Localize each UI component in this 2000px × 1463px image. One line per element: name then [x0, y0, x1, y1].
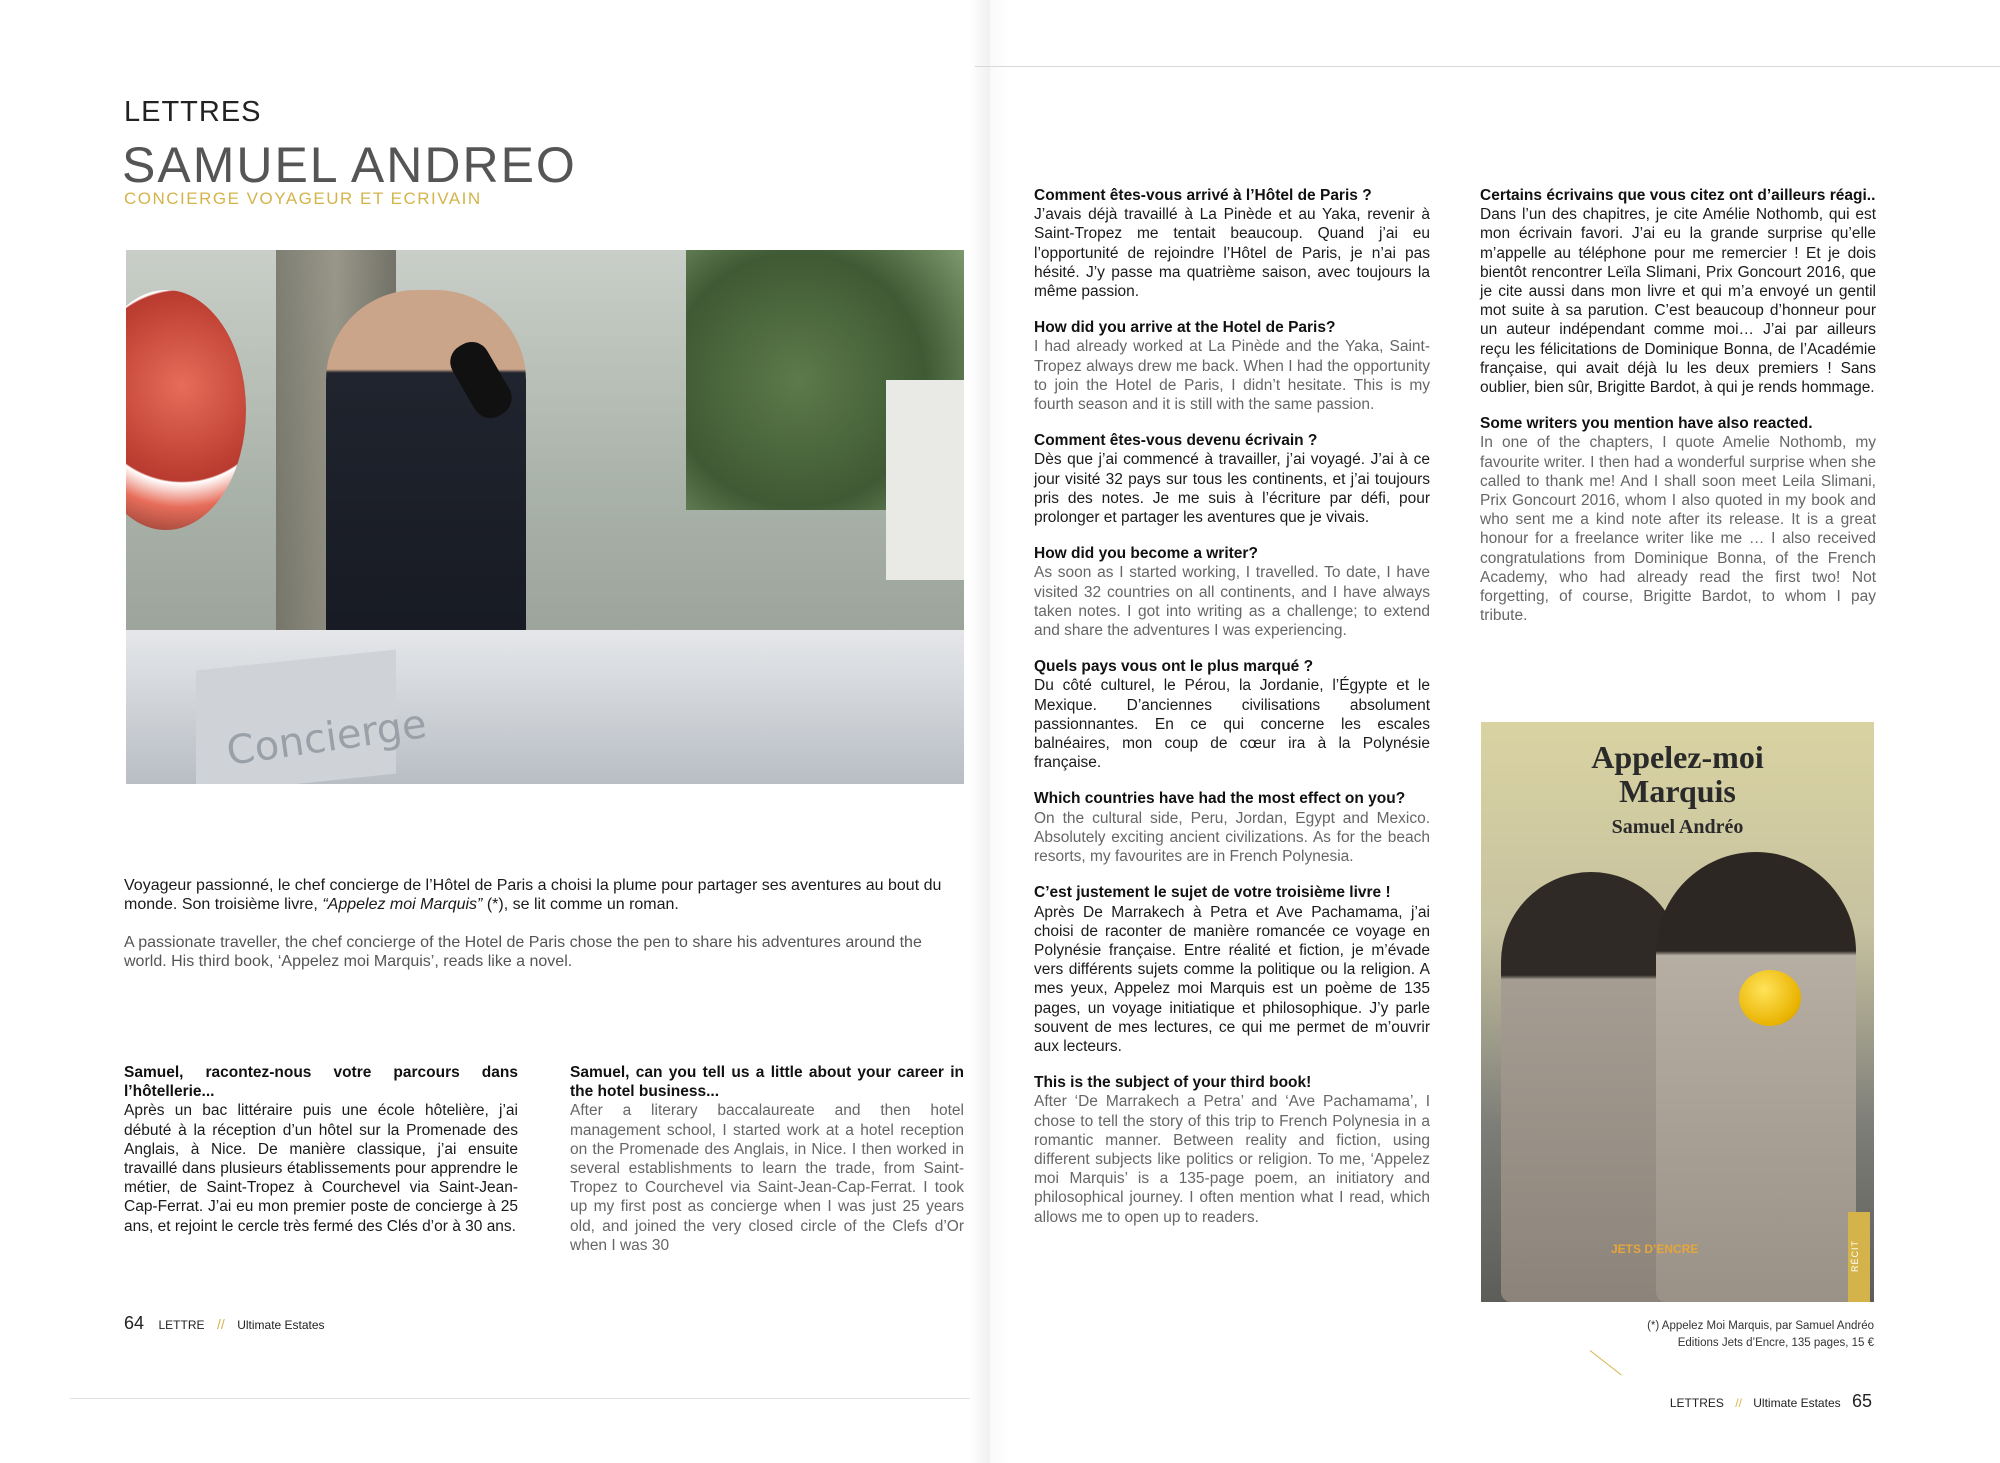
question: Some writers you mention have also reacted. [1480, 415, 1813, 433]
answer: After ‘De Marrakech a Petra’ and ‘Ave Pachamama’, I chose to tell the story of this trip to French Polynesia in a romantic manner. Between reality and fiction, using different subjects like politics or religion. To me, ‘Appelez moi Marquis’ is a 135-page poem, an initiatory and philosophical journey. I often mention what I read, which allows me to open up to readers. [1034, 1093, 1430, 1226]
answer: Après un bac littéraire puis une école hôtelière, j’ai débuté à la réception d’un hôtel sur la Promenade des Anglais, à Nice. De manière classique, j’ai ensuite travaillé dans plusieurs établissements pour apprendre le métier, de Saint-Tropez à Courchevel via Saint-Jean-Cap-Ferrat. J’ai eu mon premier poste de concierge à 25 ans, et rejoint le cercle très fermé des Clés d’or à 30 ans. [124, 1102, 518, 1235]
book-title-line: Marquis [1619, 773, 1736, 809]
gutter [970, 0, 1010, 1463]
answer: As soon as I started working, I travelled. To date, I have visited 32 countries on all continents, and I have always taken notes. I got into writing as a challenge; to extend and share the adventures I was experiencing. [1034, 564, 1430, 640]
folio-section: LETTRE [158, 1318, 205, 1332]
book-cover [1481, 722, 1874, 1302]
question: Which countries have had the most effect on you? [1034, 790, 1406, 808]
folio-left [124, 1313, 325, 1334]
question: Comment êtes-vous devenu écrivain ? [1034, 432, 1318, 450]
page-title: SAMUEL ANDREO [122, 137, 577, 193]
concierge-photo [126, 250, 964, 784]
column-left-english [570, 1063, 964, 1255]
book-title-line: Appelez-moi [1591, 739, 1764, 775]
lede-fr-before: Voyageur passionné, le chef concierge de l’Hôtel de Paris a choisi la plume pour partager ses aventures au bout du monde. Son troisième livre, [124, 877, 942, 913]
question: Quels pays vous ont le plus marqué ? [1034, 658, 1314, 676]
publisher-logo: JETS D’ENCRE [1611, 1242, 1699, 1256]
section-tag: LETTRES [124, 96, 262, 128]
book-author: Samuel Andréo [1611, 816, 1744, 838]
qa-block [1480, 186, 1876, 397]
vase [126, 290, 246, 530]
answer: Après De Marrakech à Petra et Ave Pachamama, j’ai choisi de raconter de manière romancée ce voyage en Polynésie française. Entre réalité et fiction, je m’évade vers différents sujets comme la politique ou la religion. A mes yeux, Appelez moi Marquis est un poème de 135 pages, un voyage initiatique et philosophique. J’y parle souvent de mes lectures, ce qui me permet de m’ouvrir aux lecteurs. [1034, 903, 1430, 1055]
folio-magazine: Ultimate Estates [1753, 1396, 1841, 1410]
page-number: 64 [124, 1313, 145, 1333]
folio-right [1670, 1391, 1872, 1412]
spine-label [1848, 1212, 1870, 1302]
book-caption [1620, 1318, 1874, 1352]
question: Certains écrivains que vous citez ont d’ailleurs réagi.. [1480, 187, 1876, 204]
question: Samuel, racontez-nous votre parcours dans l’hôtellerie... [124, 1064, 518, 1101]
qa-block [1034, 186, 1430, 301]
caption-line: Editions Jets d’Encre, 135 pages, 15 € [1677, 1337, 1874, 1349]
qa-block [1034, 544, 1430, 640]
caption-line: (*) Appelez Moi Marquis, par Samuel Andréo [1647, 1320, 1874, 1332]
concierge-figure [326, 290, 526, 650]
child-figure [1501, 872, 1681, 1302]
question: This is the subject of your third book! [1034, 1074, 1312, 1092]
folio-separator: // [1735, 1396, 1742, 1410]
answer: Du côté culturel, le Pérou, la Jordanie, l’Égypte et le Mexique. D’anciennes civilisations absolument passionnantes. En ce qui concerne les escales balnéaires, mon coup de cœur ira à la Polynésie française. [1034, 677, 1430, 772]
column-left-french [124, 1063, 518, 1236]
answer: I had already worked at La Pinède and the Yaka, Saint-Tropez always drew me back. When I had the opportunity to join the Hotel de Paris, I didn’t hesitate. This is my fourth season and it is still with the same passion. [1034, 338, 1430, 414]
page-subtitle: CONCIERGE VOYAGEUR ET ECRIVAIN [124, 189, 482, 208]
qa-block [1034, 789, 1430, 866]
fruit [1739, 970, 1801, 1026]
qa-block [1034, 431, 1430, 527]
bottom-rule [70, 1398, 970, 1399]
question: Comment êtes-vous arrivé à l’Hôtel de Paris ? [1034, 187, 1372, 204]
qa-block [1034, 657, 1430, 772]
column-right-1 [1034, 186, 1430, 1244]
qa-block [1480, 414, 1876, 625]
lede-fr-book: “Appelez moi Marquis” [322, 896, 483, 913]
answer: In one of the chapters, I quote Amelie Nothomb, my favourite writer. I then had a wonderful surprise when she called to thank me! And I shall soon meet Leila Slimani, Prix Goncourt 2016, whom I also quoted in my book and who sent me a kind note after its release. It is a great honour for a freelance writer like me … I also received congratulations from Dominique Bonna, of the French Academy, who had already read the first two! Not forgetting, of course, Brigitte Bardot, to whom I pay tribute. [1480, 434, 1876, 625]
question: Samuel, can you tell us a little about your career in the hotel business... [570, 1064, 964, 1101]
answer: J’avais déjà travaillé à La Pinède et au Yaka, revenir à Saint-Tropez me tentait beaucoup. Quand j’ai eu l’opportunité de rejoindre l’Hôtel de Paris, je n’ai pas hésité. J’y passe ma quatrième saison, avec toujours la même passion. [1034, 206, 1430, 301]
question: How did you arrive at the Hotel de Paris? [1034, 319, 1336, 337]
qa-block [1034, 1073, 1430, 1227]
spine-text: RÉCIT [1850, 1240, 1860, 1272]
building [886, 380, 964, 580]
folio-magazine: Ultimate Estates [237, 1318, 325, 1332]
question: How did you become a writer? [1034, 545, 1258, 563]
book-title [1481, 740, 1874, 808]
qa-block [1034, 883, 1430, 1056]
answer: On the cultural side, Peru, Jordan, Egypt and Mexico. Absolutely exciting ancient civilizations. As for the beach resorts, my favourites are in French Polynesia. [1034, 809, 1430, 866]
answer: Dès que j’ai commencé à travailler, j’ai voyagé. J’ai à ce jour visité 32 pays sur tous les continents, et j’ai toujours pris des notes. Je me suis à l’écriture par défi, pour prolonger et partager les aventures que je vivais. [1034, 451, 1430, 527]
child-figure [1656, 852, 1856, 1302]
lede-english: A passionate traveller, the chef concierge of the Hotel de Paris chose the pen to share his adventures around the world. His third book, ‘Appelez moi Marquis’, reads like a novel. [124, 934, 922, 970]
concierge-sign: Concierge [223, 701, 430, 775]
question: C’est justement le sujet de votre troisième livre ! [1034, 884, 1391, 902]
folio-separator: // [216, 1316, 225, 1332]
lede-french [124, 876, 966, 914]
answer: Dans l’un des chapitres, je cite Amélie Nothomb, qui est mon écrivain favori. J’ai eu la grande surprise qu’elle m’appelle au téléphone pour me remercier ! Et je dois bientôt rencontrer Leïla Slimani, Prix Goncourt 2016, que je cite aussi dans mon livre et qui m’a envoyé un gentil mot suite à sa parution. C’est beaucoup d’honneur pour un auteur indépendant comme moi… J’ai par ailleurs reçu les félicitations de Dominique Bonna, de l’Académie française, qui avait déjà lu les deux premiers ! Sans oublier, bien sûr, Brigitte Bardot, à qui je rends hommage. [1480, 206, 1876, 397]
qa-block [1034, 318, 1430, 414]
column-right-2 [1480, 186, 1876, 642]
page-number: 65 [1851, 1391, 1872, 1411]
folio-section: LETTRES [1669, 1396, 1724, 1410]
top-rule [975, 66, 2000, 67]
answer: After a literary baccalaureate and then hotel management school, I started work at a hotel reception on the Promenade des Anglais, in Nice. I then worked in several establishments to learn the trade, from Saint-Tropez to Courchevel via Saint-Jean-Cap-Ferrat. I took up my first post as concierge when I was just 25 years old, and joined the very closed circle of the Clefs d’Or when I was 30 [570, 1102, 964, 1254]
lede-fr-after: (*), se lit comme un roman. [482, 896, 679, 913]
